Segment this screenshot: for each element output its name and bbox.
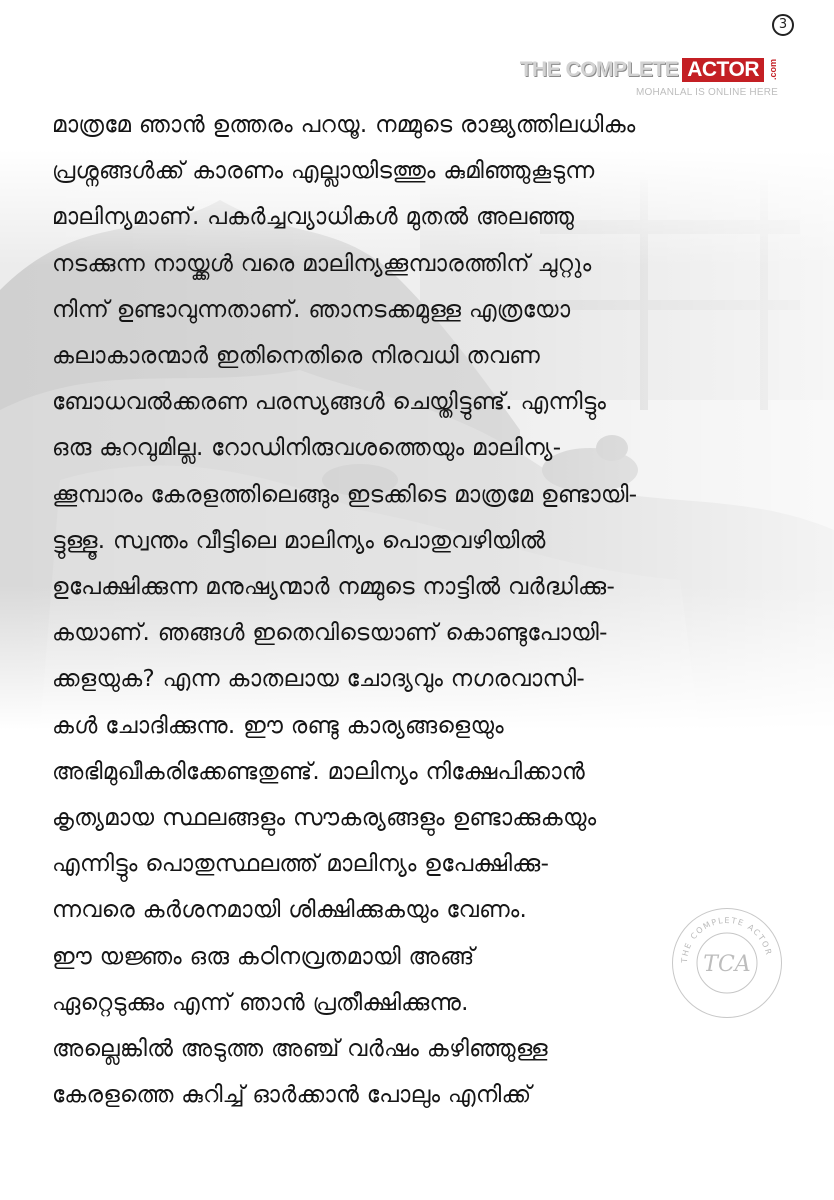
letter-line: ഉപേക്ഷിക്കുന്ന മനുഷ്യന്മാർ നമ്മുടെ നാട്ടിൽ വർദ്ധിക്കു- xyxy=(52,574,616,600)
letter-line: ബോധവൽക്കരണ പരസ്യങ്ങൾ ചെയ്തിട്ടുണ്ട്. എന്നിട്ടും xyxy=(52,389,607,416)
letter-line: നടക്കുന്ന നായ്ക്കൾ വരെ മാലിന്യക്കൂമ്പാരത്തിന് ചുറ്റും xyxy=(52,250,592,277)
letter-line: ഒരു കുറവുമില്ല. റോഡിനിരുവശത്തെയും മാലിന്യ- xyxy=(52,435,562,462)
watermark-brand-suffix: .com xyxy=(768,59,778,81)
watermark-brand-text: THE COMPLETE xyxy=(519,58,679,81)
tca-seal-stamp xyxy=(672,908,782,1018)
site-watermark-logo xyxy=(520,58,778,98)
letter-line: അഭിമുഖീകരിക്കേണ്ടതുണ്ട്. മാലിന്യം നിക്ഷേപിക്കാൻ xyxy=(52,758,585,785)
watermark-brand-box: ACTOR xyxy=(682,58,764,82)
letter-line: എന്നിട്ടും പൊതുസ്ഥലത്ത് മാലിന്യം ഉപേക്ഷിക്കു- xyxy=(52,851,550,878)
letter-line: മാത്രമേ ഞാൻ ഉത്തരം പറയൂ. നമ്മുടെ രാജ്യത്തിലധികം xyxy=(52,112,636,138)
letter-line: ഈ യജ്ഞം ഒരു കഠിനവ്രതമായി അങ്ങ് xyxy=(52,943,475,970)
letter-line: അല്ലെങ്കിൽ അടുത്ത അഞ്ച് വർഷം കഴിഞ്ഞുള്ള xyxy=(52,1036,548,1062)
letter-line: കൃത്യമായ സ്ഥലങ്ങളും സൗകര്യങ്ങളും ഉണ്ടാക്കുകയും xyxy=(52,805,597,831)
seal-ring-text: THE COMPLETE ACTOR xyxy=(679,915,774,964)
letter-line: ക്കൂമ്പാരം കേരളത്തിലെങ്ങും ഇടക്കിടെ മാത്രമേ ഉണ്ടായി- xyxy=(52,481,638,508)
letter-line: നിന്ന് ഉണ്ടാവുന്നതാണ്. ഞാനടക്കമുള്ള എത്രയോ xyxy=(52,296,571,323)
seal-center-text: TCA xyxy=(703,952,751,977)
watermark-tagline: MOHANLAL IS ONLINE HERE xyxy=(635,87,778,98)
letter-line: ന്നവരെ കർശനമായി ശിക്ഷിക്കുകയും വേണം. xyxy=(52,897,528,924)
tca-seal-icon xyxy=(673,909,781,1017)
letter-line: മാലിന്യമാണ്. പകർച്ചവ്യാധികൾ മുതൽ അലഞ്ഞു xyxy=(52,204,575,231)
letter-line: പ്രശ്നങ്ങൾക്ക് കാരണം എല്ലായിടത്തും കുമിഞ്ഞുകൂടുന്ന xyxy=(52,158,595,185)
letter-line: കയാണ്. ഞങ്ങൾ ഇതെവിടെയാണ് കൊണ്ടുപോയി- xyxy=(52,620,608,647)
letter-line: ട്ടുള്ളൂ. സ്വന്തം വീട്ടിലെ മാലിന്യം പൊതുവഴിയിൽ xyxy=(52,527,546,554)
page-number: 3 xyxy=(772,14,794,36)
letter-line: ഏറ്റെടുക്കും എന്ന് ഞാൻ പ്രതീക്ഷിക്കുന്നു. xyxy=(52,989,469,1016)
letter-line: കേരളത്തെ കുറിച്ച് ഓർക്കാൻ പോലും എനിക്ക് xyxy=(52,1082,532,1109)
letter-line: ക്കളയുക? എന്ന കാതലായ ചോദ്യവും നഗരവാസി- xyxy=(52,666,586,693)
letter-line: കലാകാരന്മാർ ഇതിനെതിരെ നിരവധി തവണ xyxy=(52,343,541,369)
letter-line: കൾ ചോദിക്കുന്നു. ഈ രണ്ടു കാര്യങ്ങളെയും xyxy=(52,712,504,739)
